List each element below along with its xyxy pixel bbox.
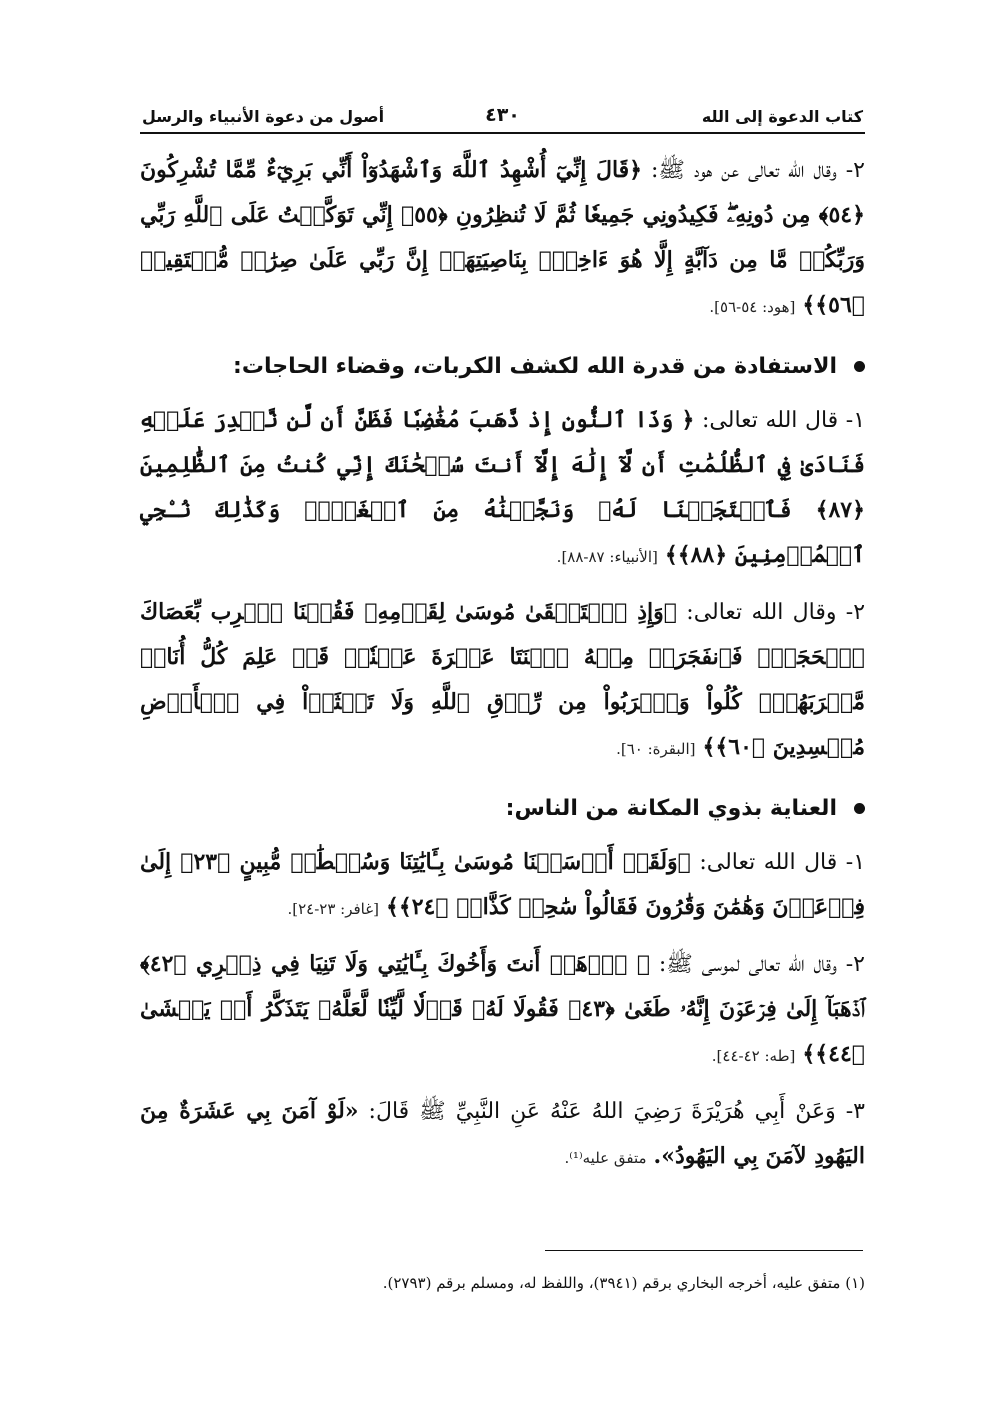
hadith-passage	[140, 1089, 865, 1181]
passage-lead: ٣- وَعَنْ أَبِي هُرَيْرَةَ رَضِيَ اللهُ عَنْهُ عَنِ النَّبِيِّ ﷺ قَالَ:	[368, 1099, 865, 1124]
quran-verse: ﴿قَالَ إِنِّيٓ أُشْهِدُ ٱللَّهَ وَٱشْهَدُوٓاْ أَنِّي بَرِيٓءٌ مِّمَّا تُشْرِكُونَ ﴿٥٤﴾ مِن دُونِهِۦۖ فَكِيدُونِي جَمِيعٗا ثُمَّ لَا تُنظِرُونِ ﴿٥٥﴾ إِنِّي تَوَكَّلۡتُ عَلَى ٱللَّهِ رَبِّي وَرَبِّكُمۚ مَّا مِن دَآبَّةٍ إِلَّا هُوَ ءَاخِذُۢ بِنَاصِيَتِهَآۚ إِنَّ رَبِّي عَلَىٰ صِرَٰطٖ مُّسۡتَقِيمٖ ﴿٥٦﴾﴾	[140, 157, 866, 318]
passage-lead: ٢- وقال الله تعالى عن هود ﷺ:	[650, 158, 865, 183]
quran-verse: ﴿ ٱذۡهَبۡ أَنتَ وَأَخُوكَ بِـَٔايَٰتِي وَلَا تَنِيَا فِي ذِكۡرِي ﴿٤٢﴾ ٱذۡهَبَآ إِلَىٰ فِرۡعَوۡنَ إِنَّهُۥ طَغَىٰ ﴿٤٣﴾ فَقُولَا لَهُۥ قَوۡلٗا لَّيِّنٗا لَّعَلَّهُۥ يَتَذَكَّرُ أَوۡ يَخۡشَىٰ ﴿٤٤﴾﴾	[140, 951, 865, 1067]
baqara-passage	[140, 590, 865, 772]
footnote-divider	[545, 1250, 863, 1251]
passage-lead: ١- قال الله تعالى:	[699, 850, 866, 875]
book-title: كتاب الدعوة إلى الله	[701, 107, 863, 126]
verse-reference: [هود: ٥٤-٥٦].	[709, 298, 796, 316]
verse-reference: [الأنبياء: ٨٧-٨٨].	[556, 548, 658, 566]
section-heading	[140, 786, 865, 832]
quran-verse: ﴿ وَذَا ٱلنُّونِ إِذ ذَّهَبَ مُغَٰضِبٗا فَظَنَّ أَن لَّن نَّقۡدِرَ عَلَيۡهِ فَنَادَىٰ فِي ٱلظُّلُمَٰتِ أَن لَّآ إِلَٰهَ إِلَّآ أَنتَ سُبۡحَٰنَكَ إِنِّي كُنتُ مِنَ ٱلظَّٰلِمِينَ ﴿٨٧﴾ فَٱسۡتَجَبۡنَا لَهُۥ وَنَجَّيۡنَٰهُ مِنَ ٱلۡغَمِّۚ وَكَذَٰلِكَ نُـۨجِي ٱلۡمُؤۡمِنِينَ ﴿٨٨﴾﴾	[140, 407, 865, 568]
section-heading-text: الاستفادة من قدرة الله لكشف الكربات، وقضاء الحاجات:	[233, 354, 837, 379]
ghafir-passage	[140, 840, 865, 932]
quran-verse: ﴿وَلَقَدۡ أَرۡسَلۡنَا مُوسَىٰ بِـَٔايَٰتِنَا وَسُلۡطَٰنٖ مُّبِينٍ ﴿٢٣﴾ إِلَىٰ فِرۡعَوۡنَ وَهَٰمَٰنَ وَقَٰرُونَ فَقَالُواْ سَٰحِرٞ كَذَّابٞ ﴿٢٤﴾﴾	[140, 849, 865, 920]
hud-passage	[140, 148, 865, 330]
verse-reference: [طه: ٤٢-٤٤].	[711, 1047, 796, 1065]
bullet-icon	[854, 803, 865, 814]
anbiya-passage	[140, 398, 865, 580]
verse-reference: [غافر: ٢٣-٢٤].	[287, 900, 379, 918]
hadith-text: «لَوْ آمَنَ بِي عَشَرَةٌ مِنَ اليَهُودِ لآمَنَ بِي اليَهُودُ».	[140, 1098, 865, 1169]
passage-lead: ٢- وقال الله تعالى لموسى ﷺ:	[658, 952, 865, 977]
page-header	[140, 98, 865, 134]
passage-lead: ١- قال الله تعالى:	[702, 408, 866, 433]
quran-verse: ﴿وَإِذِ ٱسۡتَسۡقَىٰ مُوسَىٰ لِقَوۡمِهِۦ فَقُلۡنَا ٱضۡرِب بِّعَصَاكَ ٱلۡحَجَرَۖ فَٱنفَجَرَتۡ مِنۡهُ ٱثۡنَتَا عَشۡرَةَ عَيۡنٗاۖ قَدۡ عَلِمَ كُلُّ أُنَاسٖ مَّشۡرَبَهُمۡۖ كُلُواْ وَٱشۡرَبُواْ مِن رِّزۡقِ ٱللَّهِ وَلَا تَعۡثَوۡاْ فِي ٱلۡأَرۡضِ مُفۡسِدِينَ ﴿٦٠﴾﴾	[140, 599, 865, 760]
footnote: (١) متفق عليه، أخرجه البخاري برقم (٣٩٤١)، واللفظ له، ومسلم برقم (٢٧٩٣).	[382, 1274, 865, 1292]
section-title: أصول من دعوة الأنبياء والرسل	[142, 107, 385, 126]
passage-lead: ٢- وقال الله تعالى:	[686, 600, 866, 625]
hadith-reference: متفق عليه⁽¹⁾.	[564, 1149, 647, 1167]
section-heading-text: العناية بذوي المكانة من الناس:	[505, 796, 837, 821]
page-body	[140, 148, 865, 1181]
page-number: ٤٣٠	[485, 104, 520, 126]
section-heading	[140, 344, 865, 390]
taha-passage	[140, 942, 865, 1079]
bullet-icon	[854, 361, 865, 372]
verse-reference: [البقرة: ٦٠].	[616, 740, 696, 758]
